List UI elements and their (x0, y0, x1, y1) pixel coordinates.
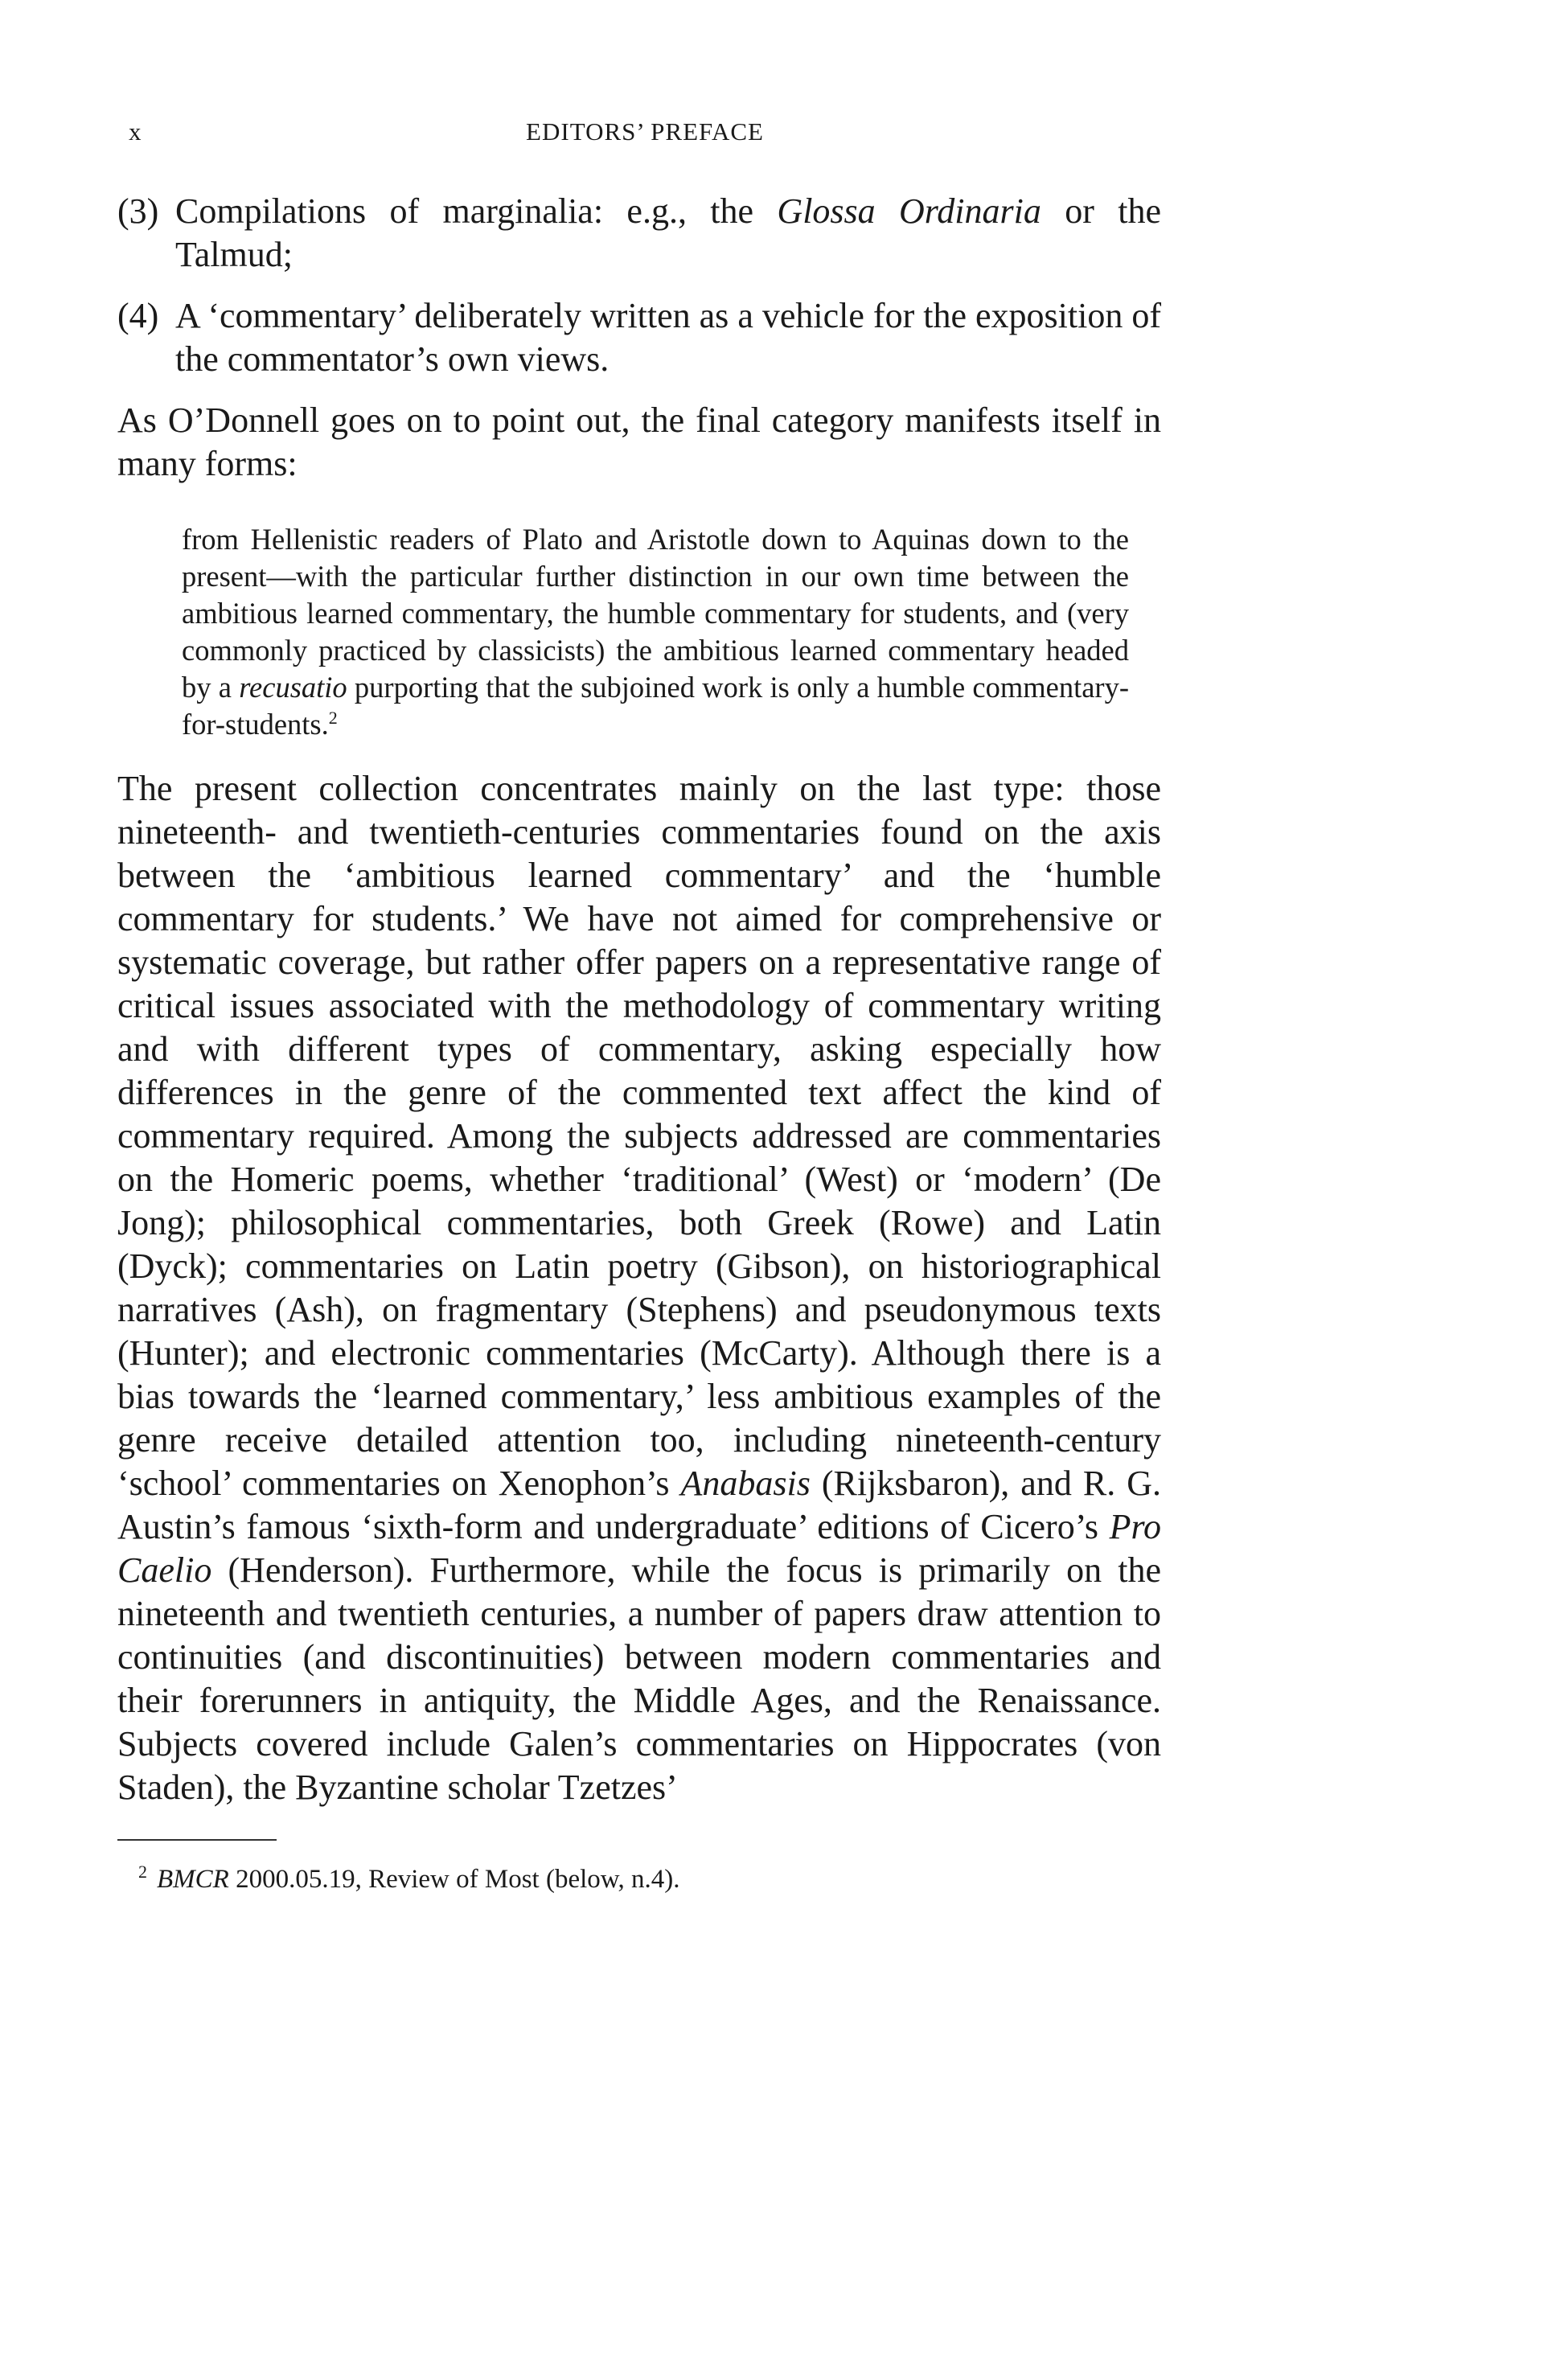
footnote-italic: BMCR (157, 1865, 229, 1894)
quote-text: from Hellenistic readers of Plato and Aristotle down to Aquinas down to the present—with the particular further distinction in our own time between the ambitious learned commentary, the humble commentary for students, and (very commonly practiced by classicists) the ambitious learned commentary headed by a (182, 523, 1129, 704)
list-text: Compilations of marginalia: e.g., the (175, 191, 778, 231)
italic-title-pro-caelio: Pro Caelio (117, 1507, 1161, 1590)
footnote-number: 2 (138, 1862, 147, 1882)
footnote (138, 1862, 1151, 1897)
footnote-divider (117, 1839, 277, 1841)
main-paragraph (117, 767, 1161, 1809)
paragraph-text: (Henderson). Furthermore, while the focus is primarily on the nineteenth and twentieth centuries, a number of papers draw attention to continuities (and discontinuities) between modern commentaries and their forerunners in antiquity, the Middle Ages, and the Renaissance. Subjects covered include Galen’s commentaries on Hippocrates (von Staden), the Byzantine scholar Tzetzes’ (117, 1550, 1161, 1807)
paragraph-text: The present collection concentrates mainly on the last type: those nineteenth- and twentieth-centuries commentaries found on the axis between the ‘ambitious learned commentary’ and the ‘humble commentary for students.’ We have not aimed for comprehensive or systematic coverage, but rather offer papers on a representative range of critical issues associated with the methodology of commentary writing and with different types of commentary, asking especially how differences in the genre of the commented text affect the kind of commentary required. Among the subjects addressed are commentaries on the Homeric poems, whether ‘traditional’ (West) or ‘modern’ (De Jong); philosophical commentaries, both Greek (Rowe) and Latin (Dyck); commentaries on Latin poetry (Gibson), on historiographical narratives (Ash), on fragmentary (Stephens) and pseudonymous texts (Hunter); and electronic commentaries (McCarty). Although there is a bias towards the ‘learned commentary,’ less ambitious examples of the genre receive detailed attention too, including nineteenth-century ‘school’ commentaries on Xenophon’s (117, 769, 1161, 1503)
list-number: (3) (117, 191, 159, 231)
italic-title-anabasis: Anabasis (680, 1464, 811, 1503)
main-text-block (117, 190, 1161, 1809)
footnote-reference[interactable]: 2 (328, 707, 338, 728)
page-number: x (129, 117, 142, 146)
list-text: A ‘commentary’ deliberately written as a vehicle for the exposition of the commentator’s own views. (175, 296, 1161, 379)
running-head (129, 117, 1161, 150)
running-title: EDITORS’ PREFACE (526, 117, 764, 146)
footnote-text: 2000.05.19, Review of Most (below, n.4). (228, 1865, 680, 1894)
list-number: (4) (117, 296, 159, 335)
list-text: or the Talmud; (175, 191, 1161, 274)
quote-text: purporting that the subjoined work is only a humble commentary-for-students. (182, 671, 1129, 741)
block-quote (182, 521, 1129, 743)
intro-paragraph: As O’Donnell goes on to point out, the final category manifests itself in many forms: (117, 400, 1161, 483)
quote-italic: recusatio (239, 671, 347, 704)
list-italic-title: Glossa Ordinaria (777, 191, 1041, 231)
paragraph-text: (Rijksbaron), and R. G. Austin’s famous ‘sixth-form and undergraduate’ editions of Cicero’s (117, 1464, 1161, 1546)
list-item-3 (117, 190, 1161, 277)
list-item-4 (117, 294, 1161, 381)
